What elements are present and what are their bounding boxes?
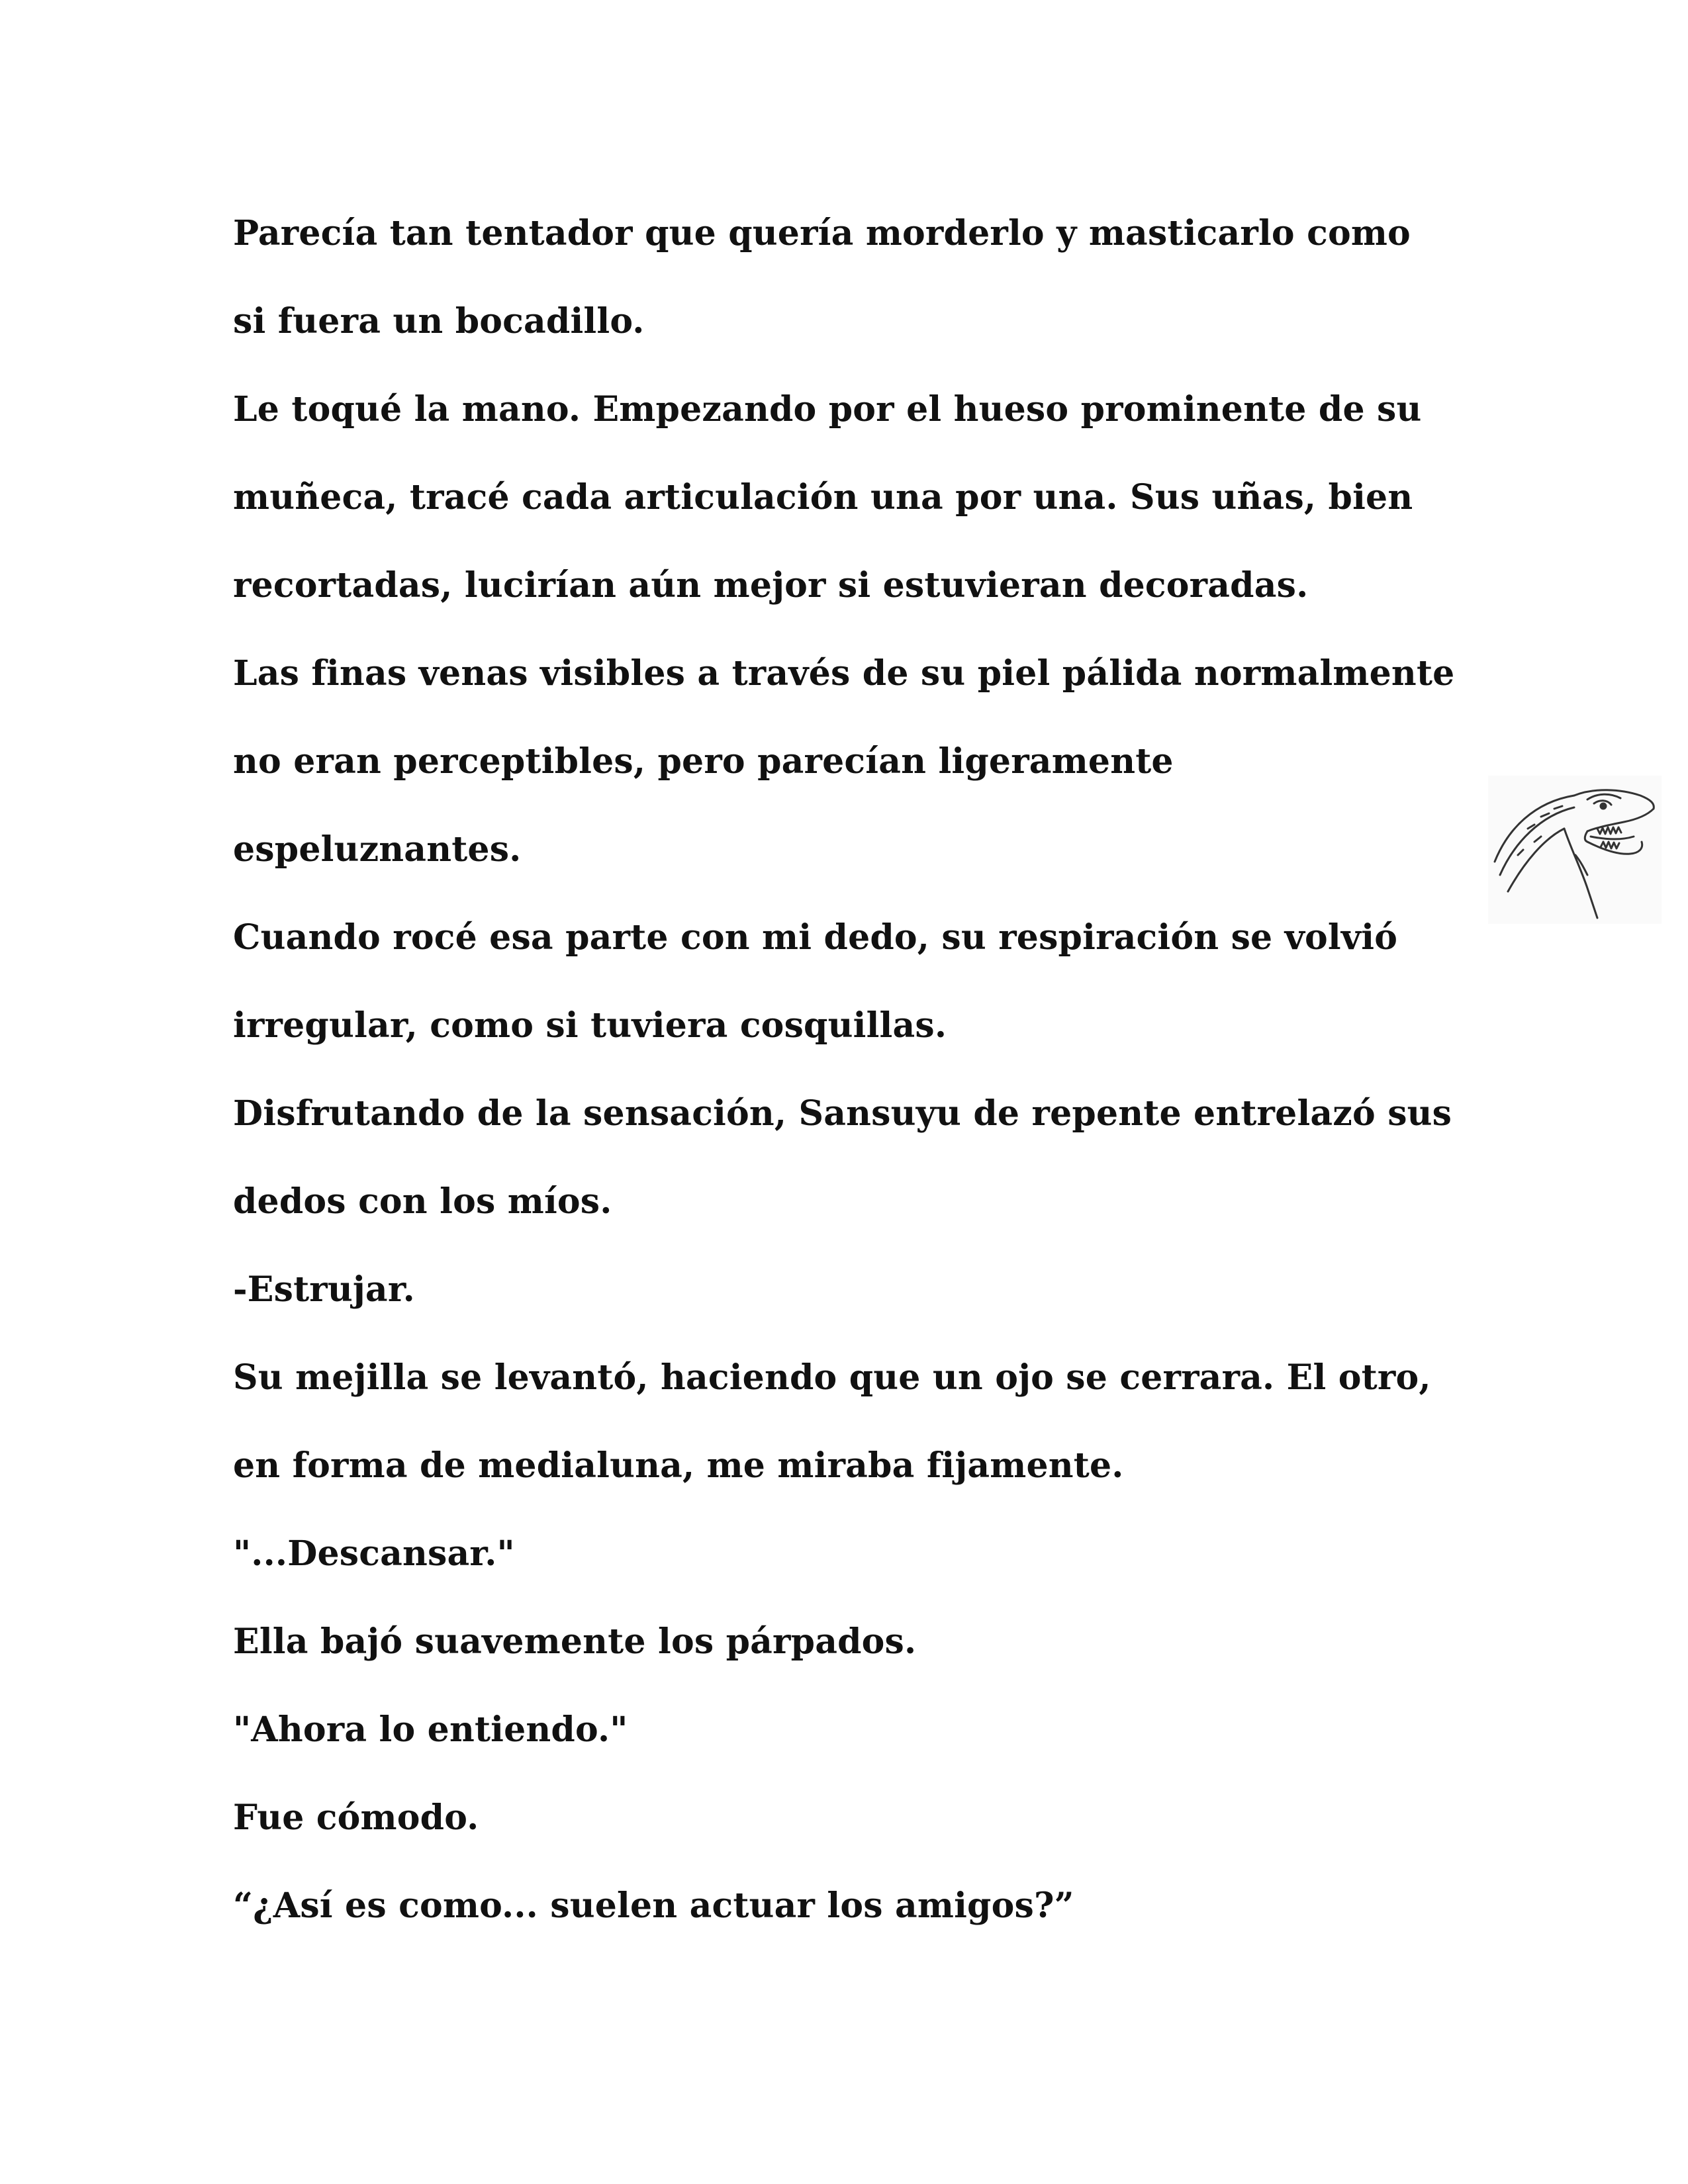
text-line: Su mejilla se levantó, haciendo que un ojo se cerrara. El otro, [233,1357,1431,1398]
text-line: recortadas, lucirían aún mejor si estuvieran decoradas. [233,565,1309,606]
text-line: si fuera un bocadillo. [233,301,645,341]
text-line: Disfrutando de la sensación, Sansuyu de repente entrelazó sus [233,1093,1452,1134]
text-line: no eran perceptibles, pero parecían ligeramente [233,741,1174,782]
body-text [233,189,1491,1950]
text-line: Parecía tan tentador que quería morderlo y masticarlo como [233,213,1411,253]
text-line: "...Descansar." [233,1533,515,1574]
text-line: -Estrujar. [233,1269,415,1310]
text-line: muñeca, tracé cada articulación una por una. Sus uñas, bien [233,477,1413,518]
text-line: Las finas venas visibles a través de su piel pálida normalmente [233,653,1455,694]
text-line: Fue cómodo. [233,1797,479,1838]
text-line: en forma de medialuna, me miraba fijamente. [233,1445,1124,1486]
text-line: espeluznantes. [233,829,522,870]
text-line: “¿Así es como... suelen actuar los amigos?” [233,1886,1074,1926]
text-line: Le toqué la mano. Empezando por el hueso prominente de su [233,389,1422,430]
dinosaur-sketch-icon [1488,776,1662,924]
text-line: Ella bajó suavemente los párpados. [233,1621,917,1662]
text-line: Cuando rocé esa parte con mi dedo, su respiración se volvió [233,917,1398,958]
text-line: "Ahora lo entiendo." [233,1709,628,1750]
text-line: irregular, como si tuviera cosquillas. [233,1005,947,1046]
text-line: dedos con los míos. [233,1181,612,1222]
